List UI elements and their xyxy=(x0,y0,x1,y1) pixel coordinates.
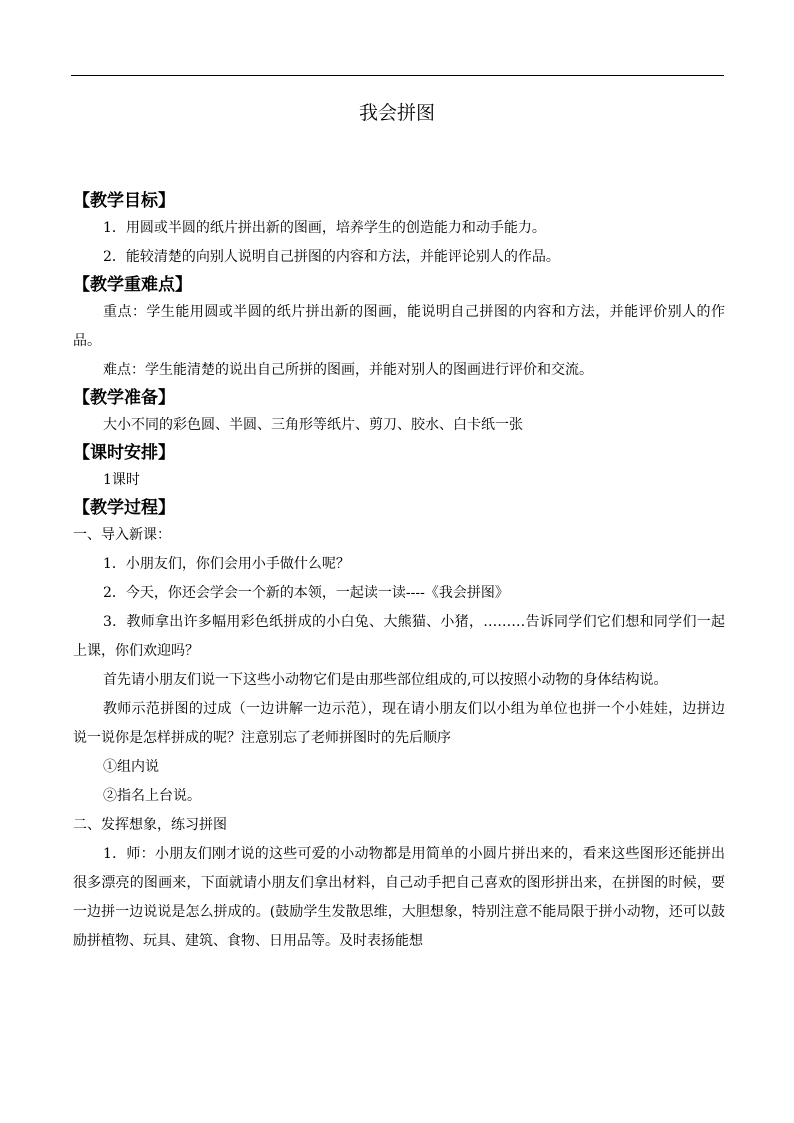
process-part2-title: 二、发挥想象，练习拼图 xyxy=(73,817,227,833)
heading-preparation: 【教学准备】 xyxy=(73,388,175,408)
keypoint-difficult: 难点：学生能清楚的说出自己所拼的图画，并能对别人的图画进行评价和交流。 xyxy=(103,362,593,378)
heading-objectives: 【教学目标】 xyxy=(73,191,175,211)
process-part1-para-2: 教师示范拼图的过成（一边讲解一边示范），现在请小朋友们以小组为单位也拼一个小娃娃，边拼边说一说你是怎样拼成的呢？注意别忘了老师拼图时的先后顺序 xyxy=(73,701,725,746)
process-part1-sub-1: ①组内说 xyxy=(103,759,159,775)
process-part1-title: 一、导入新课： xyxy=(73,527,171,543)
keypoint-key: 重点：学生能用圆或半圆的纸片拼出新的图画，能说明自己拼图的内容和方法，并能评价别人的作品。 xyxy=(73,304,725,349)
process-part1-sub-2: ②指名上台说。 xyxy=(103,788,201,804)
process-part1-item-2: 2．今天，你还会学会一个新的本领，一起读一读----《我会拼图》 xyxy=(103,585,509,601)
preparation-text: 大小不同的彩色圆、半圆、三角形等纸片、剪刀、胶水、白卡纸一张 xyxy=(103,417,523,433)
document-body xyxy=(73,188,725,956)
schedule-text: 1课时 xyxy=(103,472,140,488)
process-part2-item-1: 1．师：小朋友们刚才说的这些可爱的小动物都是用简单的小圆片拼出来的，看来这些图形还能拼出很多漂亮的图画来，下面就请小朋友们拿出材料，自己动手把自己喜欢的图形拼出来，在拼图的时候，要一边拼一边说说是怎么拼成的。(鼓励学生发散思维，大胆想象，特别注意不能局限于拼小动物，还可以鼓励拼植物、玩具、建筑、食物、日用品等。及时表扬能想 xyxy=(73,846,725,949)
heading-process: 【教学过程】 xyxy=(73,498,175,518)
page-title: 我会拼图 xyxy=(358,102,435,124)
process-part1-item-3: 3．教师拿出许多幅用彩色纸拼成的小白兔、大熊猫、小猪，………告诉同学们它们想和同学们一起上课，你们欢迎吗？ xyxy=(73,614,725,659)
process-part1-para-1: 首先请小朋友们说一下这些小动物它们是由那些部位组成的,可以按照小动物的身体结构说。 xyxy=(103,672,668,688)
heading-keypoints: 【教学重难点】 xyxy=(73,275,192,295)
heading-schedule: 【课时安排】 xyxy=(73,443,175,463)
objective-item-2: 2．能较清楚的向别人说明自己拼图的内容和方法，并能评论别人的作品。 xyxy=(103,249,560,265)
objective-item-1: 1．用圆或半圆的纸片拼出新的图画，培养学生的创造能力和动手能力。 xyxy=(103,220,546,236)
header-rule xyxy=(71,75,724,76)
process-part1-item-1: 1．小朋友们，你们会用小手做什么呢？ xyxy=(103,556,350,572)
